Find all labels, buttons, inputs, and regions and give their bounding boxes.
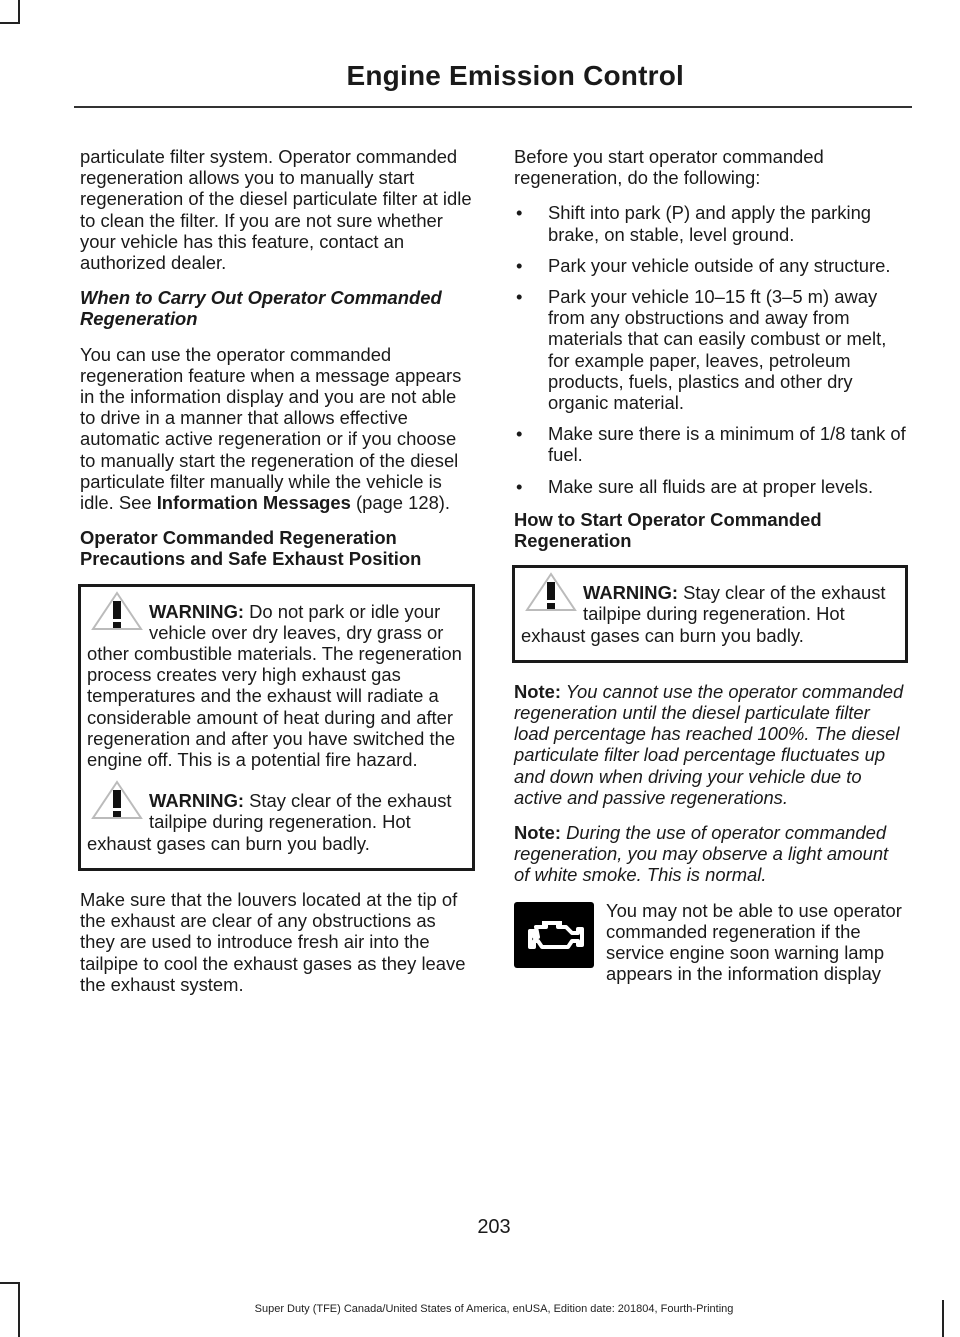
- crop-mark: [0, 22, 20, 24]
- warning-text: Stay clear of the exhaust tailpipe during regeneration. Hot exhaust gases can burn you badly.: [521, 582, 886, 646]
- before-start-paragraph: Before you start operator commanded regeneration, do the following:: [514, 146, 824, 189]
- warning-item: [87, 601, 464, 771]
- warning-triangle-icon: [91, 780, 143, 820]
- warning-box: [512, 565, 908, 663]
- warning-triangle-icon: [91, 591, 143, 631]
- warning-triangle-icon: [525, 572, 577, 612]
- warning-box: [78, 584, 475, 871]
- warning-item: [521, 582, 897, 646]
- when-paragraph: You can use the operator commanded regeneration feature when a message appears in the information display and you are not able to drive in a manner that allows effective automatic active regeneration or if you choose to manually start the regeneration of the diesel particulate filter manually while the vehicle is idle. See Information Messages (page 128).: [80, 343, 462, 514]
- information-messages-link[interactable]: Information Messages: [156, 492, 351, 514]
- list-item: • Shift into park (P) and apply the parking brake, on stable, level ground.: [514, 202, 908, 244]
- left-column: [80, 146, 475, 1009]
- note-paragraph: Note: During the use of operator commanded regeneration, you may observe a light amount of white smoke. This is normal.: [514, 822, 889, 886]
- warning-label: WARNING:: [149, 790, 245, 812]
- preparation-list: [514, 202, 908, 496]
- list-item: • Park your vehicle 10–15 ft (3–5 m) away from any obstructions and away from materials that can easily combust or melt, for example paper, leaves, petroleum products, fuels, plastics and other dry organic material.: [514, 286, 908, 413]
- section-heading-how-to-start: How to Start Operator Commanded Regeneration: [514, 508, 822, 552]
- warning-item: [87, 790, 464, 854]
- service-engine-soon-icon: [514, 902, 594, 968]
- crop-mark: [18, 0, 20, 22]
- section-heading-when: When to Carry Out Operator Commanded Regeneration: [80, 287, 442, 330]
- service-engine-lamp-paragraph: [514, 900, 908, 985]
- intro-paragraph: particulate filter system. Operator commanded regeneration allows you to manually start regeneration of the diesel particulate filter at idle to clean the filter. If you are not sure whether your vehicle has this feature, contact an authorized dealer.: [80, 146, 472, 274]
- service-engine-lamp-text: You may not be able to use operator commanded regeneration if the service engine soon warning lamp appears in the information display: [606, 899, 902, 985]
- note-paragraph: Note: You cannot use the operator commanded regeneration until the diesel particulate filter load percentage has reached 100%. The diesel particulate filter load percentage fluctuates up and down when driving your vehicle due to active and passive regenerations.: [514, 680, 904, 808]
- footer-text: Super Duty (TFE) Canada/United States of America, enUSA, Edition date: 201804, Fourth-Printing: [254, 1303, 734, 1315]
- crop-mark: [0, 1282, 20, 1284]
- louvers-paragraph: Make sure that the louvers located at the tip of the exhaust are clear of any obstructions as they are used to introduce fresh air into the tailpipe to cool the exhaust gases as they leave the exhaust system.: [80, 888, 466, 995]
- section-heading-precautions: Operator Commanded Regeneration Precautions and Safe Exhaust Position: [80, 527, 422, 570]
- list-item: • Park your vehicle outside of any structure.: [514, 255, 908, 276]
- header-divider: [74, 106, 912, 108]
- right-column: [514, 146, 908, 985]
- page-number: 203: [477, 1216, 511, 1238]
- list-item: • Make sure all fluids are at proper levels.: [514, 476, 908, 497]
- warning-text: Do not park or idle your vehicle over dry leaves, dry grass or other combustible materials. The regeneration process creates very high exhaust gas temperatures and the exhaust will radiate a considerable amount of heat during and after regeneration and after you have switched the engine off. This is a potential fire hazard.: [87, 600, 462, 771]
- page-title: Engine Emission Control: [346, 60, 684, 91]
- list-item: • Make sure there is a minimum of 1/8 tank of fuel.: [514, 423, 908, 465]
- warning-label: WARNING:: [583, 582, 679, 604]
- warning-text: Stay clear of the exhaust tailpipe during regeneration. Hot exhaust gases can burn you badly.: [87, 790, 452, 854]
- warning-label: WARNING:: [149, 600, 245, 622]
